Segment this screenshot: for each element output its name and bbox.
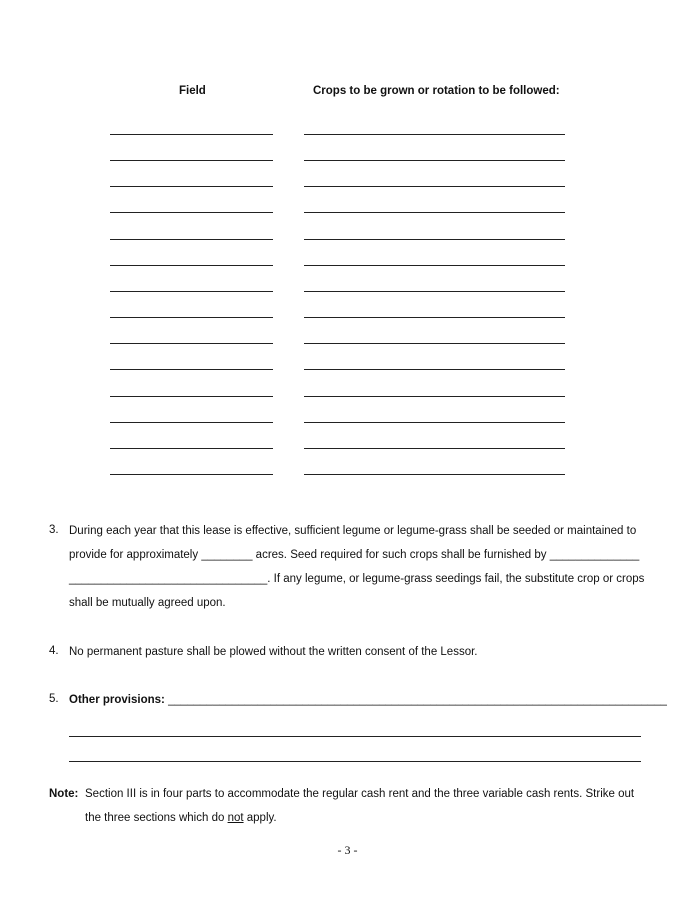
acres-blank[interactable]: ________ xyxy=(201,549,253,561)
crops-input-line[interactable] xyxy=(304,134,565,135)
seed-furnished-by-blank-cont[interactable]: _______________________________ xyxy=(69,573,268,585)
field-input-line[interactable] xyxy=(110,422,273,423)
item-3-line-4: shall be mutually agreed upon. xyxy=(69,597,226,609)
crops-input-line[interactable] xyxy=(304,369,565,370)
field-input-line[interactable] xyxy=(110,212,273,213)
note-label: Note: xyxy=(49,788,79,800)
field-input-line[interactable] xyxy=(110,239,273,240)
note-line-2: the three sections which do not apply. xyxy=(85,812,277,824)
field-input-line[interactable] xyxy=(110,448,273,449)
crops-input-line[interactable] xyxy=(304,422,565,423)
item-3-number: 3. xyxy=(49,524,59,536)
crops-input-line[interactable] xyxy=(304,239,565,240)
item-3-line-2: provide for approximately ________ acres. Seed required for such crops shall be furnished by ______________ xyxy=(69,549,640,561)
field-input-line[interactable] xyxy=(110,369,273,370)
field-input-line[interactable] xyxy=(110,396,273,397)
field-input-line[interactable] xyxy=(110,134,273,135)
field-input-line[interactable] xyxy=(110,474,273,475)
crops-input-line[interactable] xyxy=(304,160,565,161)
crops-input-line[interactable] xyxy=(304,396,565,397)
field-input-line[interactable] xyxy=(110,265,273,266)
field-input-line[interactable] xyxy=(110,291,273,292)
item-4-number: 4. xyxy=(49,645,59,657)
crops-input-line[interactable] xyxy=(304,212,565,213)
field-column-header: Field xyxy=(179,85,206,97)
crops-input-line[interactable] xyxy=(304,474,565,475)
other-provisions-label: Other provisions: xyxy=(69,694,165,706)
crops-input-line[interactable] xyxy=(304,448,565,449)
crops-input-line[interactable] xyxy=(304,317,565,318)
field-input-line[interactable] xyxy=(110,343,273,344)
note-emphasis-not: not xyxy=(227,812,244,824)
item-4-text: No permanent pasture shall be plowed without the written consent of the Lessor. xyxy=(69,646,478,658)
field-input-line[interactable] xyxy=(110,186,273,187)
note-paragraph xyxy=(85,782,634,830)
crops-input-line[interactable] xyxy=(304,186,565,187)
other-provisions-line-3[interactable] xyxy=(69,761,641,762)
item-5-number: 5. xyxy=(49,693,59,705)
item-5-line xyxy=(69,688,667,712)
field-input-line[interactable] xyxy=(110,160,273,161)
note-line-1: Section III is in four parts to accommodate the regular cash rent and the three variable cash rents. Strike out xyxy=(85,788,635,800)
crops-input-line[interactable] xyxy=(304,291,565,292)
item-3-paragraph xyxy=(69,519,644,615)
page-number: - 3 - xyxy=(337,843,358,857)
other-provisions-blank[interactable]: ______________________________________________________________________________ xyxy=(168,694,667,706)
item-3-line-3: _______________________________. If any legume, or legume-grass seedings fail, the substitute crop or crops xyxy=(69,573,645,585)
crops-input-line[interactable] xyxy=(304,343,565,344)
seed-furnished-by-blank[interactable]: ______________ xyxy=(549,549,640,561)
crops-input-line[interactable] xyxy=(304,265,565,266)
item-3-line-1: During each year that this lease is effective, sufficient legume or legume-grass shall be seeded or maintained to xyxy=(69,525,637,537)
other-provisions-line-2[interactable] xyxy=(69,736,641,737)
crops-column-header: Crops to be grown or rotation to be followed: xyxy=(313,85,560,97)
field-input-line[interactable] xyxy=(110,317,273,318)
